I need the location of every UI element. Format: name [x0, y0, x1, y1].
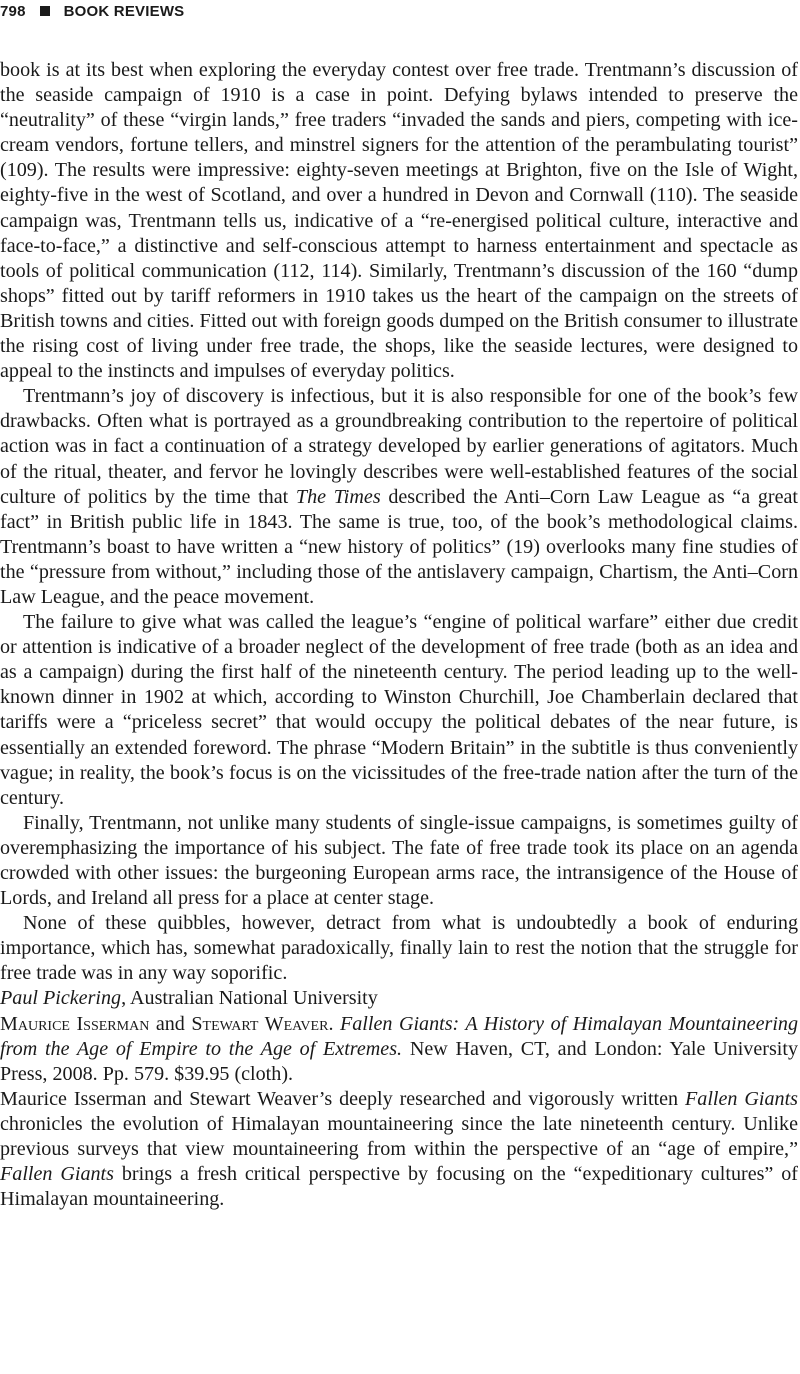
- paragraph-2-text-b: described the Anti–Corn Law League as “a great fact” in British public life in 1843. The same is true, too, of the book’s methodological claims. Trentmann’s boast to have written a “new history of politics” (19) overlooks many fine studies of the “pressure from without,” including those of the antislavery campaign, Chartism, the Anti–Corn Law League, and the peace movement.: [0, 485, 799, 608]
- citation-book-title: Fallen Giants: A History of Himalayan Mountaineering from the Age of Empire to the Age of Extremes.: [0, 1012, 799, 1060]
- paragraph-2: [0, 384, 798, 610]
- paragraph-1: book is at its best when exploring the everyday contest over free trade. Trentmann’s discussion of the seaside campaign of 1910 is a case in point. Defying bylaws intended to preserve the “neutrality” of these “virgin lands,” free traders “invaded the sands and piers, competing with ice-cream vendors, fortune tellers, and minstrel signers for the attention of the perambulating tourist” (109). The results were impressive: eighty-seven meetings at Brighton, five on the Isle of Wight, eighty-five in the west of Scotland, and over a hundred in Devon and Cornwall (110). The seaside campaign was, Trentmann tells us, indicative of a “re-energised political culture, interactive and face-to-face,” a distinctive and self-conscious attempt to harness entertainment and spectacle as tools of political communication (112, 114). Similarly, Trentmann’s discussion of the 160 “dump shops” fitted out by tariff reformers in 1910 takes us the heart of the campaign on the streets of British towns and cities. Fitted out with foreign goods dumped on the British consumer to illustrate the rising cost of living under free trade, the shops, like the seaside lectures, were designed to appeal to the instincts and impulses of everyday politics.: [0, 59, 798, 383]
- opening-title-1: Fallen Giants: [685, 1087, 798, 1110]
- paragraph-2-italic-title: The Times: [295, 485, 381, 508]
- opening-text-b: chronicles the evolution of Himalayan mountaineering since the late nineteenth century. Unlike previous surveys that view mountaineering from within the perspective of an “age of empire,”: [0, 1112, 798, 1161]
- opening-title-2: Fallen Giants: [0, 1163, 114, 1186]
- opening-text-c: brings a fresh critical perspective by focusing on the “expeditionary cultures” of Himalayan mountaineering.: [0, 1163, 798, 1211]
- review-opening-paragraph: [0, 1087, 798, 1212]
- section-title: BOOK REVIEWS: [63, 2, 185, 20]
- book-citation: [0, 1012, 798, 1087]
- reviewer-signature: [0, 986, 798, 1011]
- paragraph-3: The failure to give what was called the league’s “engine of political warfare” either due credit or attention is indicative of a broader neglect of the development of free trade (both as an idea and as a campaign) during the first half of the nineteenth century. The period leading up to the well-known dinner in 1902 at which, according to Winston Churchill, Joe Chamberlain declared that tariffs were a “priceless secret” that would occupy the political debates of the near future, is essentially an extended foreword. The phrase “Modern Britain” in the subtitle is thus conveniently vague; in reality, the book’s focus is on the vicissitudes of the free-trade nation after the turn of the century.: [0, 611, 798, 809]
- citation-period: .: [328, 1012, 340, 1035]
- paragraph-5: None of these quibbles, however, detract from what is undoubtedly a book of enduring importance, which has, somewhat paradoxically, finally lain to rest the notion that the struggle for free trade was in any way soporific.: [0, 912, 798, 985]
- paragraph-4: Finally, Trentmann, not unlike many students of single-issue campaigns, is sometimes guilty of overemphasizing the importance of his subject. The fate of free trade took its place on an agenda crowded with other issues: the burgeoning European arms race, the intransigence of the House of Lords, and Ireland all press for a place at center stage.: [0, 811, 798, 910]
- paragraph-2-text-a: Trentmann’s joy of discovery is infectious, but it is also responsible for one of the book’s few drawbacks. Often what is portrayed as a groundbreaking contribution to the repertoire of political action was in fact a continuation of a strategy developed by earlier generations of agitators. Much of the ritual, theater, and fervor he lovingly describes were well-established features of the social culture of politics by the time that: [0, 385, 798, 508]
- reviewer-affiliation: , Australian National University: [121, 987, 378, 1010]
- page-number: 798: [0, 2, 26, 20]
- citation-and: and: [149, 1012, 192, 1035]
- citation-author-1: Maurice Isserman: [0, 1012, 150, 1035]
- opening-text-a: Maurice Isserman and Stewart Weaver’s deeply researched and vigorously written: [0, 1087, 686, 1110]
- citation-publication: New Haven, CT, and London: Yale University Press, 2008. Pp. 579. $39.95 (cloth).: [0, 1037, 798, 1085]
- citation-author-2: Stewart Weaver: [191, 1012, 329, 1035]
- running-header: [0, 0, 184, 22]
- page-body: [0, 58, 798, 1212]
- reviewer-name: Paul Pickering: [0, 987, 122, 1010]
- separator-square-icon: [40, 6, 50, 16]
